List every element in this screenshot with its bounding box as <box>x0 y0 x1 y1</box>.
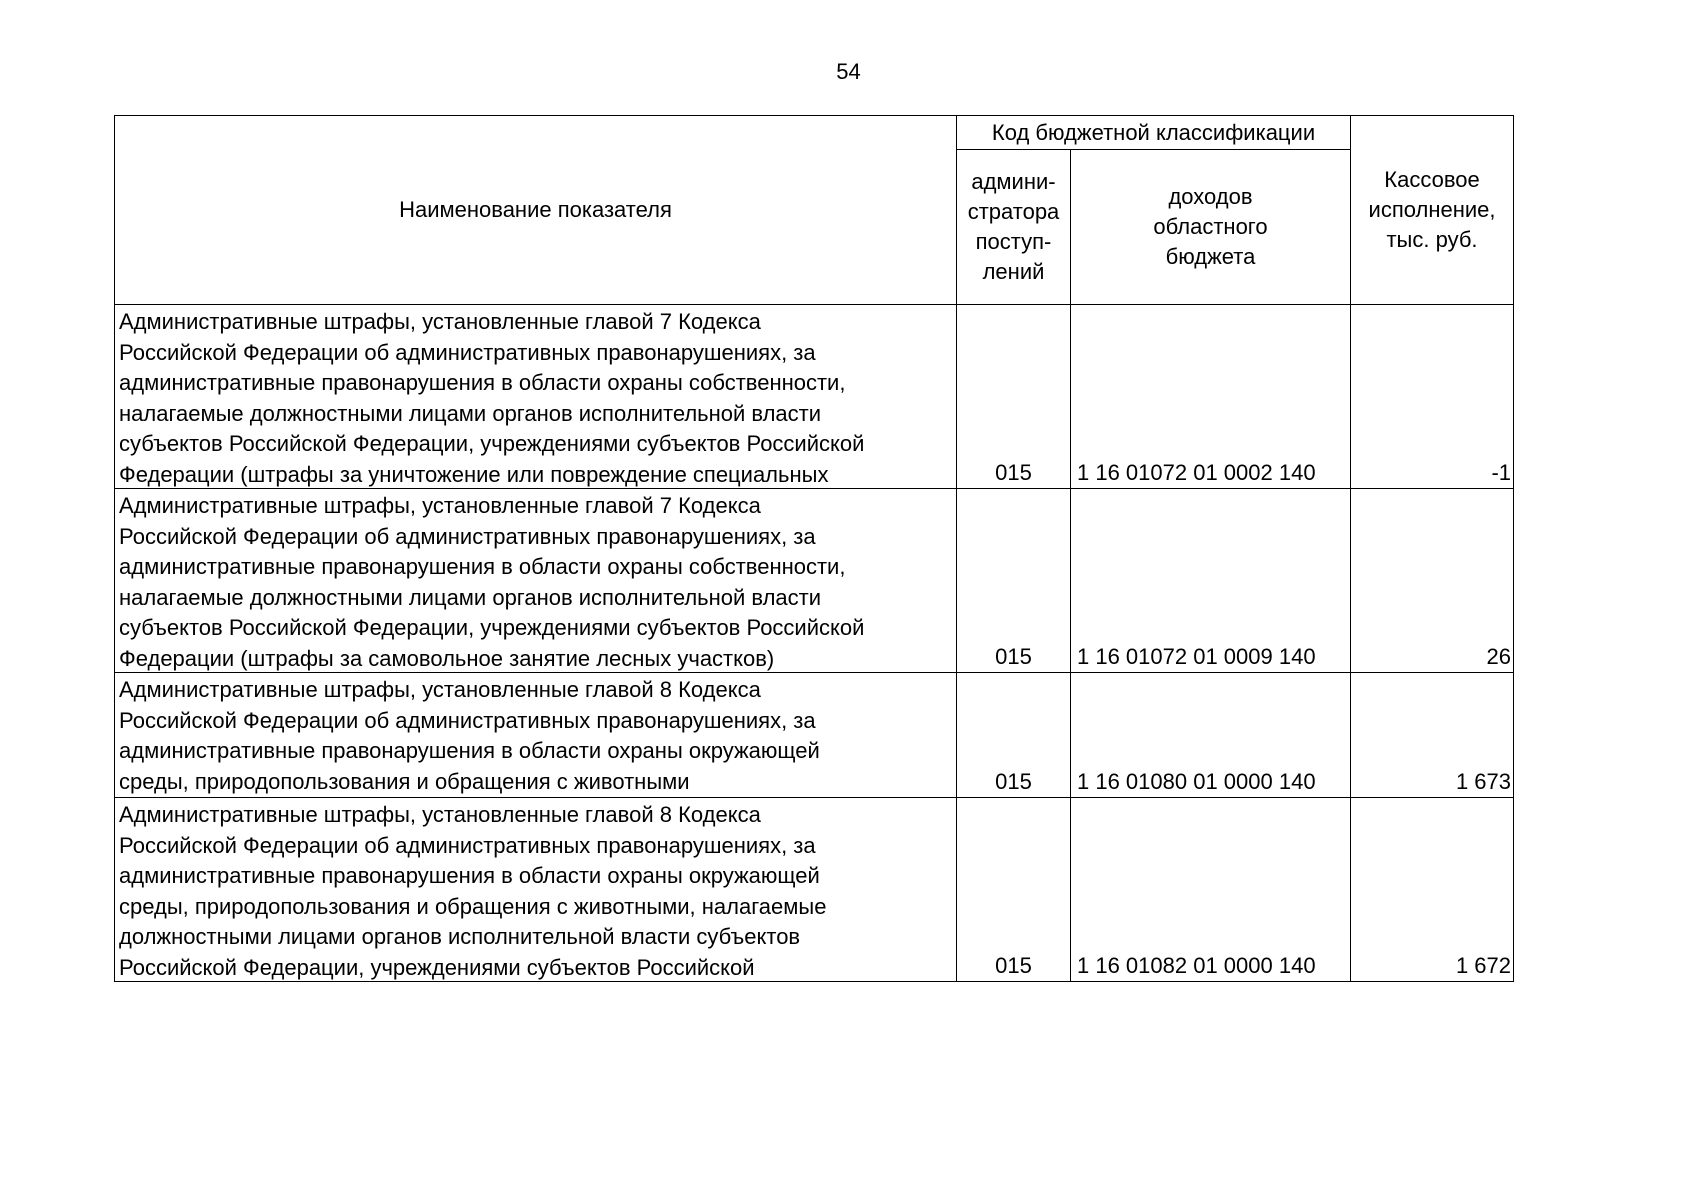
indicator-name-line: Российской Федерации об административных правонарушениях, за <box>119 523 816 549</box>
indicator-name-line: субъектов Российской Федерации, учреждениями субъектов Российской <box>119 615 865 640</box>
indicator-name-cell <box>115 673 957 798</box>
indicator-name-line: субъектов Российской Федерации, учреждениями субъектов Российской <box>119 431 865 456</box>
indicator-name-line: Российской Федерации об административных правонарушениях, за <box>119 339 816 365</box>
header-admin-code <box>957 150 1071 305</box>
header-admin-line: админи- <box>971 169 1056 194</box>
income-code-cell: 1 16 01082 01 0000 140 <box>1071 798 1351 982</box>
header-cash-line: Кассовое <box>1384 167 1480 192</box>
indicator-name-line: Административные штрафы, установленные главой 8 Кодекса <box>119 802 761 827</box>
header-admin-line: поступ- <box>975 229 1052 254</box>
indicator-name-cell <box>115 798 957 982</box>
header-indicator-name: Наименование показателя <box>115 116 957 305</box>
header-income-code <box>1071 150 1351 305</box>
indicator-name-line: Административные штрафы, установленные главой 8 Кодекса <box>119 677 761 702</box>
header-income-line: доходов <box>1168 184 1253 209</box>
indicator-name-line: налагаемые должностными лицами органов исполнительной власти <box>119 584 822 610</box>
header-admin-line: стратора <box>967 199 1060 224</box>
indicator-name-line: Российской Федерации об административных правонарушениях, за <box>119 832 816 858</box>
table-row <box>115 305 1514 489</box>
income-code-cell: 1 16 01072 01 0002 140 <box>1071 305 1351 489</box>
table-row <box>115 673 1514 798</box>
table-body <box>115 305 1514 982</box>
indicator-name-line: Российской Федерации об административных правонарушениях, за <box>119 707 816 733</box>
indicator-name-line: Федерации (штрафы за самовольное занятие лесных участков) <box>119 645 775 671</box>
table-row <box>115 489 1514 673</box>
admin-code-cell: 015 <box>957 489 1071 673</box>
cash-execution-cell: -1 <box>1351 305 1514 489</box>
indicator-name-line: Федерации (штрафы за уничтожение или повреждение специальных <box>119 461 829 487</box>
indicator-name-cell <box>115 489 957 673</box>
admin-code-cell: 015 <box>957 798 1071 982</box>
indicator-name-line: должностными лицами органов исполнительной власти субъектов <box>119 924 801 949</box>
header-cash-line: исполнение, <box>1368 197 1496 222</box>
header-cash-line: тыс. руб. <box>1386 227 1478 252</box>
indicator-name-line: Административные штрафы, установленные главой 7 Кодекса <box>119 309 761 334</box>
cash-execution-cell: 1 673 <box>1351 673 1514 798</box>
header-admin-line: лений <box>982 259 1045 284</box>
indicator-name-line: налагаемые должностными лицами органов исполнительной власти <box>119 400 822 426</box>
cash-execution-cell: 1 672 <box>1351 798 1514 982</box>
indicator-name-line: административные правонарушения в области охраны собственности, <box>119 370 846 395</box>
budget-table <box>114 115 1514 982</box>
header-budget-code-group: Код бюджетной классификации <box>957 116 1351 150</box>
indicator-name-line: среды, природопользования и обращения с животными, налагаемые <box>119 893 827 919</box>
table-header <box>115 116 1514 305</box>
admin-code-cell: 015 <box>957 673 1071 798</box>
indicator-name-line: административные правонарушения в области охраны окружающей <box>119 738 820 763</box>
indicator-name-cell <box>115 305 957 489</box>
indicator-name-line: административные правонарушения в области охраны окружающей <box>119 863 820 888</box>
indicator-name-line: Административные штрафы, установленные главой 7 Кодекса <box>119 493 761 518</box>
header-income-line: бюджета <box>1165 244 1256 269</box>
income-code-cell: 1 16 01072 01 0009 140 <box>1071 489 1351 673</box>
indicator-name-line: Российской Федерации, учреждениями субъектов Российской <box>119 954 755 980</box>
cash-execution-cell: 26 <box>1351 489 1514 673</box>
indicator-name-line: административные правонарушения в области охраны собственности, <box>119 554 846 579</box>
header-income-line: областного <box>1153 214 1268 239</box>
indicator-name-line: среды, природопользования и обращения с животными <box>119 768 690 794</box>
income-code-cell: 1 16 01080 01 0000 140 <box>1071 673 1351 798</box>
table-row <box>115 798 1514 982</box>
header-cash-execution <box>1351 116 1514 305</box>
admin-code-cell: 015 <box>957 305 1071 489</box>
page-number: 54 <box>836 59 861 84</box>
